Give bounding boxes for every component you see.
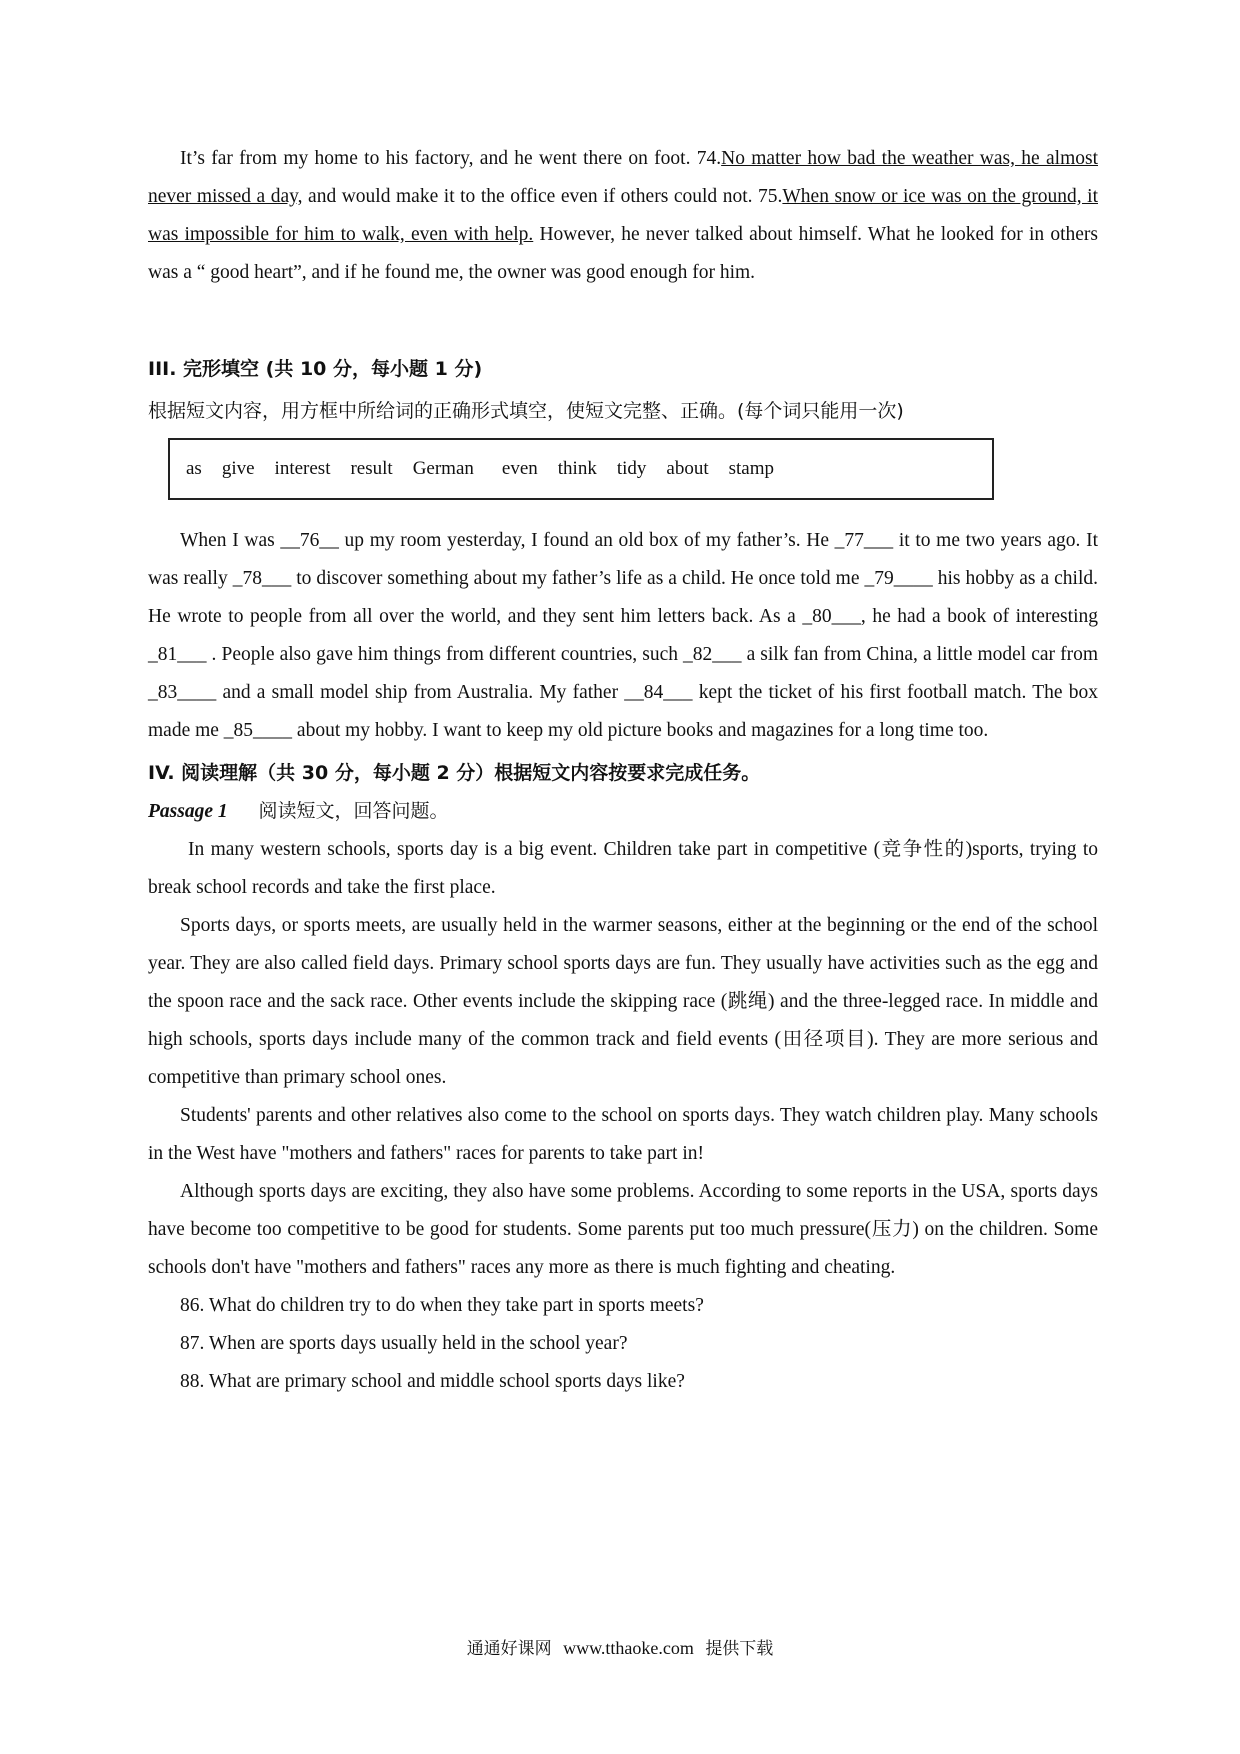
- reading-paragraph: Although sports days are exciting, they also have some problems. According to some reports in the USA, sports days have become too competitive to be good for students. Some parents put too much pressure(压力) on the children. Some schools don't have "mothers and fathers" races any more as there is much fighting and cheating.: [148, 1181, 1098, 1278]
- word-bank-item: as: [186, 458, 202, 479]
- section-3-instruction: 根据短文内容，用方框中所给词的正确形式填空，使短文完整、正确。(每个词只能用一次): [148, 400, 904, 422]
- word-bank-box: [168, 438, 994, 500]
- underlined-sentence-75: When snow or ice was on the ground, it was impossible for him to walk, even with help.: [148, 186, 1098, 245]
- section-3-title: III. 完形填空 (共 10 分，每小题 1 分): [148, 358, 483, 380]
- word-bank-item: think: [557, 458, 597, 479]
- reading-paragraph: Students' parents and other relatives also come to the school on sports days. They watch children play. Many schools in the West have "mothers and fathers" races for parents to take part in!: [148, 1105, 1098, 1164]
- passage-header: [148, 792, 1098, 831]
- underlined-sentence-74: No matter how bad the weather was, he almost never missed a day,: [148, 148, 1098, 207]
- paragraph-text: However, he never talked about himself. What he looked for in others was a “ good heart”, and if he found me, the owner was good enough for him.: [148, 224, 1098, 283]
- paragraph-text: It’s far from my home to his factory, and he went there on foot. 74.: [180, 148, 722, 169]
- word-bank-item: about: [666, 458, 709, 479]
- question-87: 87. When are sports days usually held in the school year?: [180, 1333, 628, 1354]
- footer-website: www.tthaoke.com: [563, 1638, 694, 1658]
- word-bank-item: tidy: [616, 458, 647, 479]
- top-paragraph: [148, 140, 1098, 292]
- question-88: 88. What are primary school and middle school sports days like?: [180, 1371, 685, 1392]
- word-bank-item: even: [501, 458, 538, 479]
- cloze-passage: When I was __76__ up my room yesterday, I found an old box of my father’s. He _77___ it to me two years ago. It was really _78___ to discover something about my father’s life as a child. He once told me _79____ his hobby as a child. He wrote to people from all over the world, and they sent him letters back. As a _80___, he had a book of interesting _81___ . People also gave him things from different countries, such _82___ a silk fan from China, a little model car from _83____ and a small model ship from Australia. My father __84___ kept the ticket of his first football match. The box made me _85____ about my hobby. I want to keep my old picture books and magazines for a long time too.: [148, 530, 1098, 741]
- word-bank-item: result: [350, 458, 393, 479]
- word-bank-item: give: [221, 458, 255, 479]
- word-bank-item: interest: [274, 458, 331, 479]
- passage-instruction: 阅读短文，回答问题。: [258, 800, 449, 822]
- reading-paragraph: Sports days, or sports meets, are usually held in the warmer seasons, either at the beginning or the end of the school year. They are also called field days. Primary school sports days are fun. They usually have activities such as the egg and the spoon race and the sack race. Other events include the skipping race (跳绳) and the three-legged race. In middle and high schools, sports days include many of the common track and field events (田径项目). They are more serious and competitive than primary school ones.: [148, 915, 1098, 1088]
- footer-download-text: 提供下载: [705, 1639, 774, 1659]
- question-86: 86. What do children try to do when they take part in sports meets?: [180, 1295, 704, 1316]
- word-bank-item: German: [412, 458, 474, 479]
- paragraph-text: and would make it to the office even if others could not. 75.: [302, 186, 783, 207]
- section-4-title: IV. 阅读理解（共 30 分，每小题 2 分）根据短文内容按要求完成任务。: [148, 762, 761, 784]
- reading-paragraph: In many western schools, sports day is a big event. Children take part in competitive (竞争性的)sports, trying to break school records and take the first place.: [148, 839, 1098, 898]
- word-bank-item: stamp: [728, 458, 775, 479]
- page-footer: [0, 1634, 1240, 1659]
- footer-brand: 通通好课网: [466, 1639, 552, 1659]
- passage-label: Passage 1: [148, 801, 228, 822]
- exam-page: [148, 140, 1098, 1401]
